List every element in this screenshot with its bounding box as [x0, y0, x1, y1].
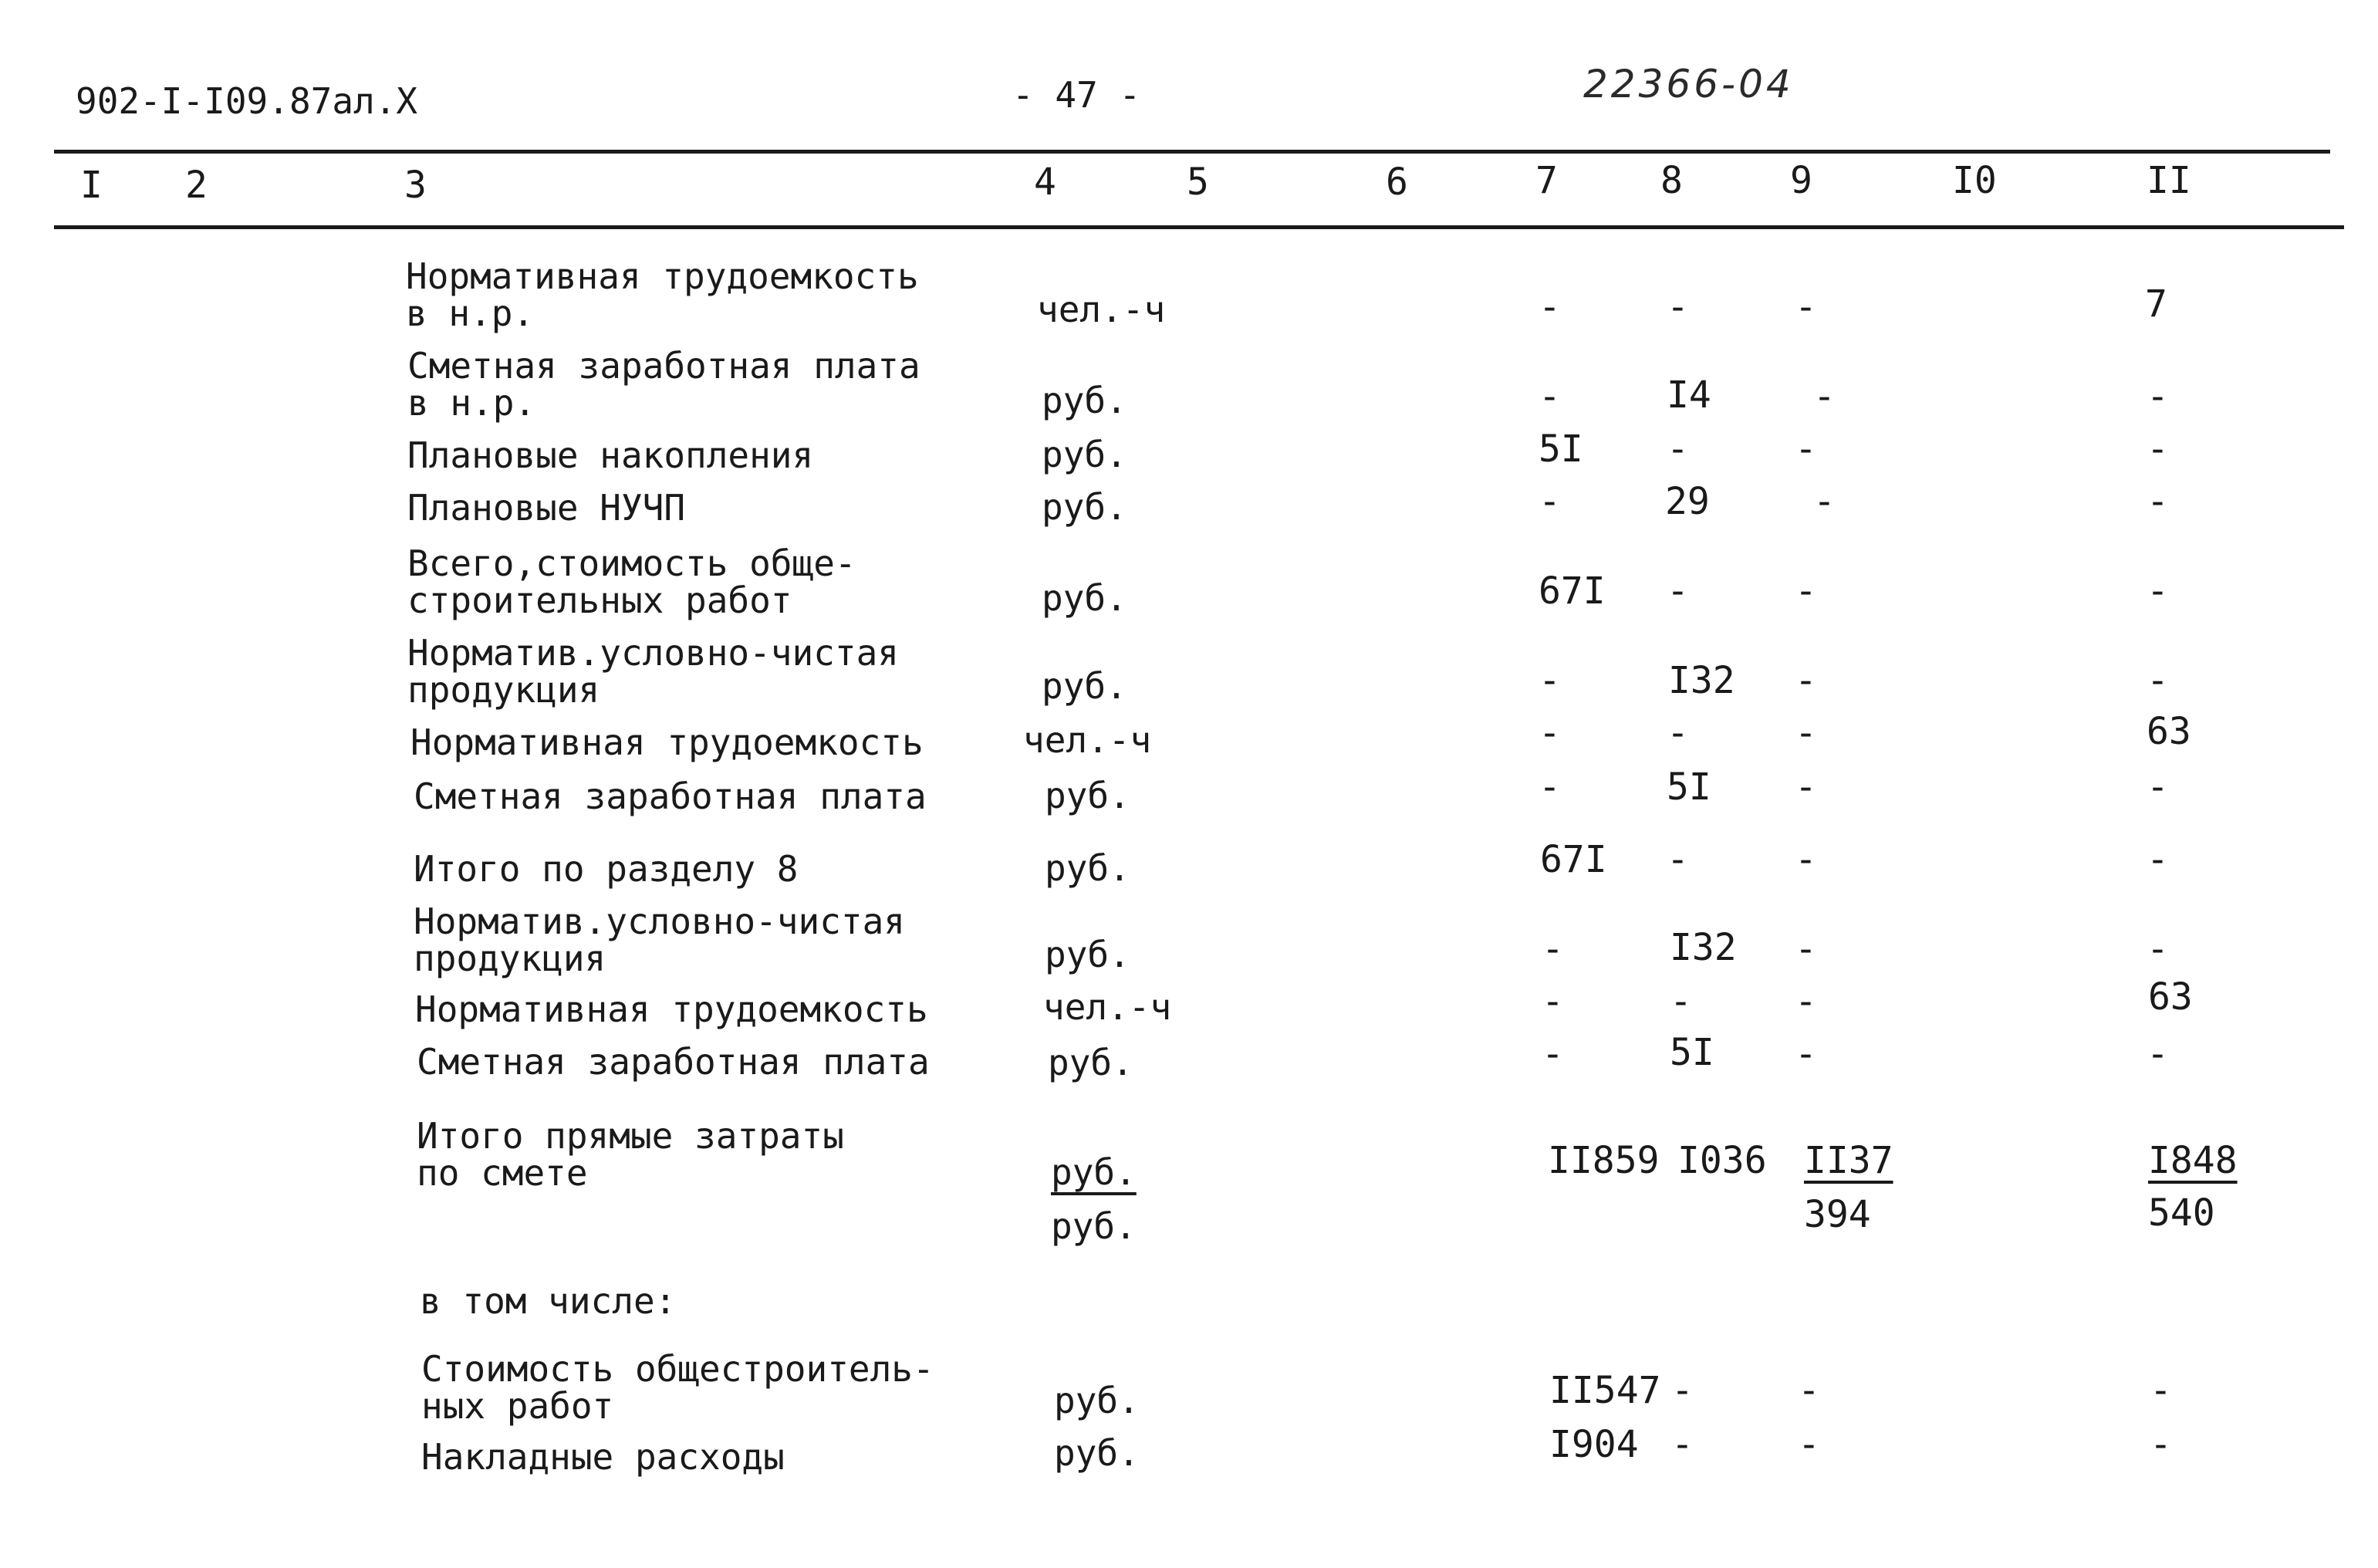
cell-col11: - [2147, 928, 2169, 971]
cell-col9: - [1795, 1032, 1817, 1076]
cell-col7: - [1539, 711, 1561, 755]
row-unit: руб. [1054, 1432, 1140, 1474]
cell-col11: - [2147, 569, 2169, 613]
cell-col11: I848 [2148, 1139, 2238, 1182]
column-header-1: I [80, 164, 103, 207]
cell-col9: - [1795, 569, 1817, 613]
row-label: Норматив.условно-чистая [407, 632, 899, 674]
cell-col9: - [1798, 1369, 1820, 1412]
cell-col7: - [1542, 980, 1564, 1023]
cell-col9: - [1798, 1423, 1820, 1466]
row-label: Итого по разделу 8 [414, 848, 799, 890]
cell-col7: 5I [1539, 427, 1583, 471]
row-label-continued: ных работ [421, 1385, 614, 1427]
row-label: Всего,стоимость обще- [407, 542, 856, 584]
cell-col7: - [1539, 765, 1561, 809]
cell-col9: - [1795, 286, 1817, 329]
cell-col7: I904 [1549, 1423, 1639, 1466]
cell-col11: 7 [2145, 282, 2167, 326]
row-unit: руб. [1042, 434, 1127, 475]
cell-col7: - [1542, 928, 1564, 971]
column-header-6: 6 [1386, 161, 1408, 204]
cell-col9: - [1795, 928, 1817, 971]
row-unit: руб. [1045, 775, 1130, 816]
cell-col7: - [1542, 1032, 1564, 1076]
cell-col7: - [1539, 659, 1561, 702]
column-header-3: 3 [404, 164, 427, 207]
cell-col8: I4 [1667, 373, 1711, 417]
row-label: Сметная заработная плата [417, 1041, 930, 1083]
cell-col8: - [1671, 1369, 1694, 1412]
column-header-2: 2 [185, 164, 208, 207]
subsection-label: в том числе: [420, 1280, 677, 1322]
row-unit: руб. [1042, 486, 1127, 528]
cell-col11: - [2147, 427, 2169, 471]
cell-col11: - [2147, 765, 2169, 809]
row-unit: руб. [1042, 665, 1127, 707]
row-unit: руб. [1042, 380, 1127, 421]
cell-col7: II547 [1549, 1369, 1661, 1412]
column-header-8: 8 [1660, 159, 1683, 202]
cell-col8: 5I [1670, 1031, 1714, 1074]
row-label: Плановые накопления [407, 434, 814, 476]
cell-col7: 67I [1539, 569, 1606, 613]
column-header-10: I0 [1952, 159, 1997, 202]
cell-col7: - [1539, 375, 1561, 418]
top-rule [54, 150, 2330, 154]
cell-col11: - [2147, 480, 2169, 523]
cell-col11: 63 [2148, 975, 2193, 1019]
cell-col9: II37 [1804, 1139, 1893, 1182]
row-unit: чел.-ч [1043, 986, 1172, 1028]
cell-col8: I32 [1670, 926, 1737, 969]
cell-col9: - [1813, 375, 1836, 418]
cell-col8: - [1670, 980, 1692, 1023]
row-label: Стоимость общестроитель- [421, 1348, 934, 1390]
row-unit: руб. [1045, 934, 1130, 975]
row-label: Нормативная трудоемкость [415, 988, 928, 1030]
row-unit: руб. [1045, 847, 1130, 889]
row-label: Сметная заработная плата [407, 345, 920, 387]
cell-col8: - [1667, 838, 1689, 881]
row-label: Плановые НУЧП [407, 487, 686, 529]
row-label: Нормативная трудоемкость [410, 721, 924, 763]
row-unit: чел.-ч [1037, 289, 1166, 330]
cell-col11-secondary: 540 [2148, 1191, 2215, 1235]
cell-col9: - [1795, 765, 1817, 809]
row-label: Норматив.условно-чистая [414, 901, 905, 942]
row-label-continued: по смете [417, 1152, 588, 1194]
cell-col8: 29 [1665, 480, 1710, 523]
row-label: Итого прямые затраты [417, 1115, 844, 1157]
row-unit: руб. [1051, 1151, 1137, 1193]
cell-col8: - [1671, 1423, 1694, 1466]
row-unit: руб. [1042, 577, 1127, 619]
document-code: 902-I-I09.87ал.X [76, 80, 418, 122]
cell-col8: I32 [1668, 659, 1735, 702]
column-header-7: 7 [1535, 159, 1558, 202]
header-bottom-rule [54, 225, 2344, 229]
cell-col8: I036 [1677, 1139, 1767, 1182]
row-label-continued: продукция [414, 938, 606, 979]
cell-col7: - [1539, 286, 1561, 329]
row-label: Нормативная трудоемкость [406, 255, 919, 297]
column-header-4: 4 [1034, 161, 1056, 204]
cell-col11: - [2147, 838, 2169, 881]
row-label: Накладные расходы [421, 1436, 785, 1478]
cell-col8: - [1667, 286, 1689, 329]
cell-col9-secondary: 394 [1804, 1193, 1871, 1236]
cell-col9: - [1795, 980, 1817, 1023]
row-unit: руб. [1048, 1042, 1133, 1083]
cell-col7: - [1539, 480, 1561, 523]
row-unit: руб. [1054, 1380, 1140, 1421]
column-header-9: 9 [1790, 159, 1812, 202]
cell-col9: - [1795, 711, 1817, 755]
cell-col9: - [1813, 480, 1836, 523]
cell-col11: - [2147, 375, 2169, 418]
cell-col9: - [1795, 838, 1817, 881]
cell-col11: - [2150, 1369, 2172, 1412]
cell-col8: - [1667, 711, 1689, 755]
row-unit-secondary: руб. [1051, 1205, 1137, 1247]
row-label-continued: в н.р. [406, 292, 535, 334]
row-label: Сметная заработная плата [414, 776, 927, 817]
row-label-continued: в н.р. [407, 382, 536, 424]
cell-col8: - [1667, 427, 1689, 471]
row-label-continued: продукция [407, 669, 600, 711]
cell-col11: - [2150, 1423, 2172, 1466]
cell-col9: - [1795, 427, 1817, 471]
row-label-continued: строительных работ [407, 580, 792, 621]
cell-col9: - [1795, 659, 1817, 702]
cell-col11: - [2147, 1032, 2169, 1076]
cell-col7: 67I [1540, 838, 1607, 881]
cell-col8: - [1667, 569, 1689, 613]
column-header-5: 5 [1187, 161, 1209, 204]
cell-col11: - [2147, 659, 2169, 702]
column-header-11: II [2147, 159, 2191, 202]
cell-col11: 63 [2147, 710, 2191, 753]
handwritten-code: 22366-04 [1583, 62, 1794, 106]
cell-col7: II859 [1548, 1139, 1660, 1182]
cell-col8: 5I [1667, 765, 1711, 809]
page-number: - 47 - [1012, 74, 1141, 116]
row-unit: чел.-ч [1023, 719, 1152, 761]
